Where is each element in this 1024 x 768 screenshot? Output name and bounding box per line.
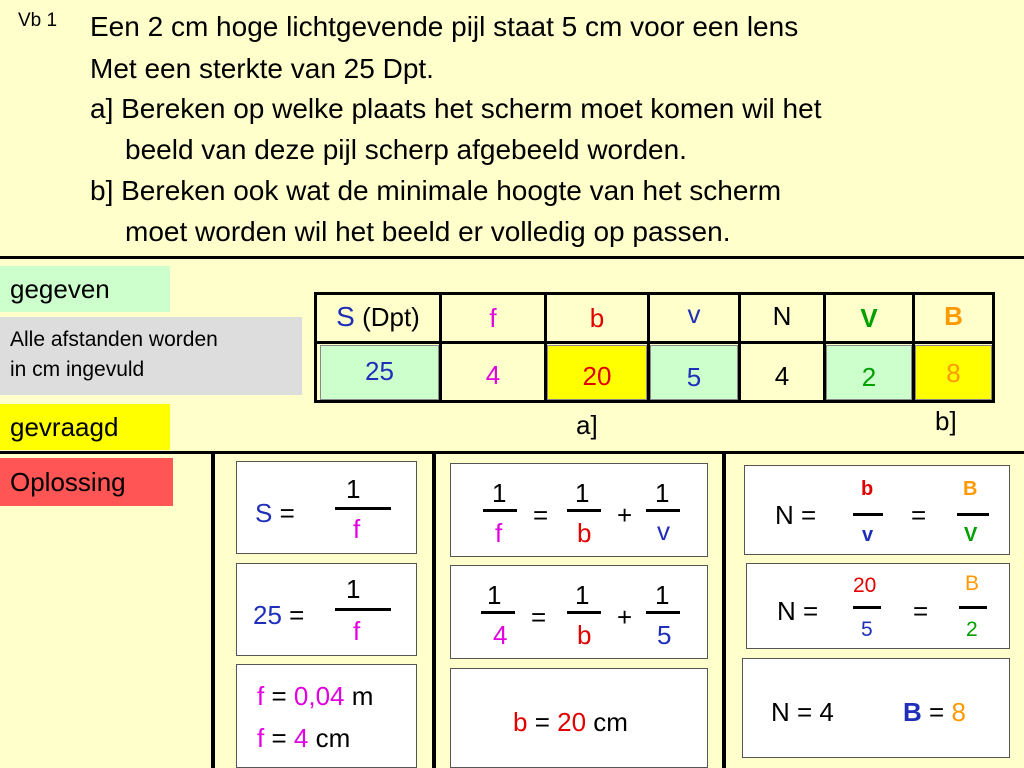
value-S: 25 (320, 345, 439, 400)
column-separator (823, 295, 826, 400)
value-V: 2 (826, 345, 912, 400)
denominator-v: v (657, 516, 670, 546)
denominator-v-value: 5 (657, 620, 672, 650)
header-f: f (489, 303, 497, 333)
equals-sign: = (929, 697, 945, 727)
value-b: 20 (547, 345, 647, 400)
equals-sign: = (534, 707, 550, 737)
distance-note-line-2: in cm ingevuld (10, 358, 145, 381)
f-value-cm: 4 (293, 723, 309, 753)
value-B: 8 (915, 345, 992, 400)
data-table (314, 292, 995, 403)
fraction-bar (853, 606, 881, 609)
equals-sign: = (913, 596, 929, 626)
denominator-f: f (353, 616, 361, 646)
problem-line-4: beeld van deze pijl scherp afgebeeld worden. (125, 134, 687, 165)
numerator-one: 1 (575, 478, 590, 508)
fraction-bar (646, 611, 680, 614)
equals-sign: = (271, 723, 287, 753)
equals-sign: = (279, 498, 295, 528)
fraction-bar (335, 507, 391, 510)
header-B: B (944, 301, 963, 331)
image-height-result-box (742, 658, 1010, 758)
denominator-b: b (577, 518, 592, 548)
column-separator (738, 295, 741, 400)
problem-line-6: moet worden wil het beeld er volledig op passen. (125, 216, 731, 247)
unit-m: m (351, 681, 374, 711)
unit-cm: cm (593, 707, 628, 737)
denominator-V-value: 2 (966, 618, 978, 641)
f-symbol: f (257, 681, 265, 711)
column-separator (544, 295, 547, 400)
header-v: v (687, 299, 701, 329)
B-symbol: B (903, 697, 922, 727)
unit-cm: cm (315, 723, 351, 753)
middle-divider (0, 451, 1024, 454)
problem-line-5: b] Bereken ook wat de minimale hoogte van het scherm (90, 175, 782, 206)
value-v: 5 (650, 345, 738, 400)
plus-sign: + (617, 602, 633, 632)
magnification-substitution-box (746, 563, 1010, 649)
part-b-label: b] (935, 406, 957, 436)
numerator-one: 1 (487, 580, 502, 610)
numerator-one: 1 (655, 478, 670, 508)
column-separator (439, 295, 442, 400)
numerator-b-value: 20 (853, 574, 877, 597)
fraction-bar (481, 611, 515, 614)
solution-divider-3 (722, 454, 726, 768)
symbol-N: N (775, 500, 794, 530)
denominator-V: V (964, 524, 978, 546)
lens-substitution-box (450, 565, 708, 659)
denominator-b: b (577, 620, 592, 650)
numerator-one: 1 (655, 580, 670, 610)
fraction-bar (567, 611, 601, 614)
solution-divider-1 (211, 454, 215, 768)
problem-line-3: a] Bereken op welke plaats het scherm moet komen wil het (90, 93, 822, 124)
numerator-one: 1 (346, 474, 361, 504)
distance-note (0, 317, 302, 395)
solution-divider-2 (432, 454, 436, 768)
header-rule (317, 341, 992, 344)
denominator-v: v (862, 524, 874, 546)
column-separator (912, 295, 915, 400)
equals-sign: = (533, 500, 549, 530)
equals-sign: = (289, 600, 305, 630)
fraction-bar (567, 509, 601, 512)
header-N: N (772, 301, 792, 331)
lens-formula-box (450, 463, 708, 557)
example-label: Vb 1 (18, 10, 58, 31)
numerator-one: 1 (575, 580, 590, 610)
problem-line-1: Een 2 cm hoge lichtgevende pijl staat 5 cm voor een lens (90, 11, 799, 42)
denominator-f: f (353, 514, 361, 544)
equals-sign: = (801, 500, 817, 530)
focal-length-result-box (236, 664, 417, 768)
numerator-B: B (963, 478, 978, 500)
equals-sign: = (271, 681, 287, 711)
fraction-bar (483, 509, 517, 512)
numerator-b: b (861, 478, 874, 500)
header-S: S (Dpt) (336, 301, 420, 332)
B-value: 8 (951, 697, 966, 727)
value-N: 4 (774, 361, 790, 391)
asked-label: gevraagd (0, 404, 170, 450)
part-a-label: a] (576, 410, 598, 440)
f-value-m: 0,04 (293, 681, 345, 711)
equals-sign: = (531, 602, 547, 632)
fraction-bar (646, 509, 680, 512)
strength-substitution-box (236, 563, 417, 656)
top-divider (0, 256, 1024, 259)
magnification-result: N = 4 (771, 697, 834, 727)
formula-strength-box (236, 461, 417, 554)
equals-sign: = (911, 500, 927, 530)
S-value: 25 (253, 600, 282, 630)
plus-sign: + (617, 500, 633, 530)
symbol-N: N (777, 596, 796, 626)
fraction-bar (853, 513, 883, 516)
f-symbol: f (257, 723, 265, 753)
fraction-bar (335, 608, 391, 611)
numerator-one: 1 (492, 478, 507, 508)
fraction-bar (957, 513, 989, 516)
solution-label: Oplossing (0, 458, 173, 506)
equals-sign: = (803, 596, 819, 626)
header-b: b (589, 303, 605, 333)
denominator-v-value: 5 (861, 618, 873, 641)
fraction-bar (959, 606, 987, 609)
symbol-S: S (255, 498, 273, 528)
value-f: 4 (485, 360, 501, 390)
column-separator (647, 295, 650, 400)
numerator-B: B (965, 572, 980, 595)
problem-line-2: Met een sterkte van 25 Dpt. (90, 53, 434, 84)
header-V: V (860, 303, 878, 333)
numerator-one: 1 (346, 574, 361, 604)
given-label: gegeven (0, 266, 170, 312)
denominator-f: f (495, 518, 503, 548)
denominator-f-value: 4 (493, 620, 508, 650)
distance-note-line-1: Alle afstanden worden (10, 328, 218, 351)
magnification-formula-box (744, 465, 1010, 555)
image-distance-result-box (450, 668, 708, 768)
b-symbol: b (513, 707, 528, 737)
b-value: 20 (557, 707, 587, 737)
